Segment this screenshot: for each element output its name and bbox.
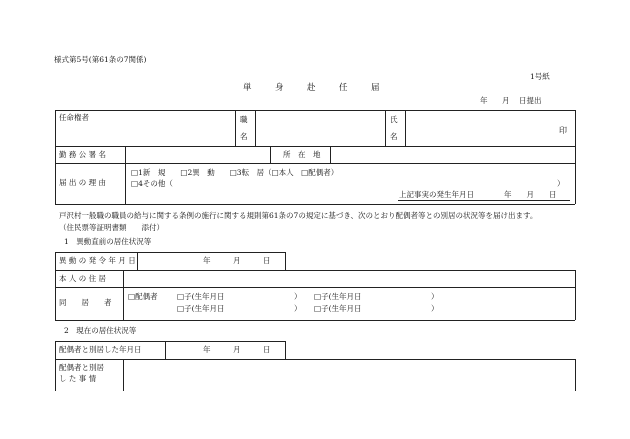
- child-4-close: ）: [431, 304, 439, 313]
- section2-heading: 2 現在の居住状況等: [64, 326, 137, 335]
- cohabitant-label: 同 居 者: [59, 298, 112, 307]
- seal-mark: 印: [559, 126, 567, 135]
- title-char-1: 単: [243, 83, 252, 93]
- reason-other[interactable]: □4その他（: [131, 179, 173, 188]
- transfer-date-value[interactable]: 年 月 日: [203, 256, 271, 265]
- location-label: 所 在 地: [283, 150, 321, 159]
- child-3-close: ）: [294, 304, 302, 313]
- submit-day: 日提出: [519, 96, 542, 105]
- title-char-5: 届: [371, 83, 380, 93]
- name-label-bottom: 名: [390, 132, 398, 141]
- transfer-date-label: 異 動 の 発 令 年 月 日: [59, 256, 136, 265]
- child-checkbox-1[interactable]: □子(生年月日: [177, 292, 225, 301]
- separation-date-label: 配偶者と別居した年月日: [59, 345, 142, 354]
- child-checkbox-4[interactable]: □子(生年月日: [314, 304, 362, 313]
- job-title-label-top: 職: [240, 115, 248, 124]
- sheet-number: 1号紙: [530, 72, 550, 81]
- title-char-3: 赴: [307, 83, 316, 93]
- reason-label: 届 出 の 理 由: [59, 178, 107, 187]
- section1-heading: 1 異動直前の居住状況等: [64, 237, 152, 246]
- name-label-top: 氏: [390, 115, 398, 124]
- child-checkbox-2[interactable]: □子(生年月日: [314, 292, 362, 301]
- child-1-close: ）: [294, 292, 302, 301]
- title-char-4: 任: [339, 83, 348, 93]
- separation-date-value[interactable]: 年 月 日: [203, 345, 271, 354]
- circumstances-label-bottom: し た 事 情: [59, 374, 97, 383]
- attachment-note: （住民票等証明書類 添付）: [59, 223, 164, 232]
- circumstances-label-top: 配偶者と別居: [59, 363, 104, 372]
- office-label: 勤 務 公 署 名: [59, 150, 107, 159]
- child-checkbox-3[interactable]: □子(生年月日: [177, 304, 225, 313]
- statement-text: 戸沢村一般職の職員の給与に関する条例の施行に関する規則第61条の7の規定に基づき、次のとおり配偶者等との別居の状況等を届け出ます。: [59, 211, 538, 220]
- title-char-2: 身: [275, 83, 284, 93]
- form-number: 様式第5号(第61条の7関係): [54, 55, 147, 64]
- occurrence-date: 上記事実の発生年月日 年 月 日: [399, 190, 557, 199]
- reason-other-close: ）: [557, 179, 565, 188]
- appointer-label: 任命権者: [59, 113, 89, 122]
- residence-label: 本 人 の 住 居: [59, 274, 107, 283]
- reason-options[interactable]: □1新 規 □2異 動 □3転 居（□本人 □配偶者）: [131, 168, 339, 177]
- submit-year: 年: [480, 96, 488, 105]
- submit-month: 月: [502, 96, 510, 105]
- occurrence-date-underline: [398, 200, 570, 201]
- child-2-close: ）: [431, 292, 439, 301]
- job-title-label-bottom: 名: [240, 132, 248, 141]
- spouse-checkbox[interactable]: □配偶者: [128, 292, 158, 301]
